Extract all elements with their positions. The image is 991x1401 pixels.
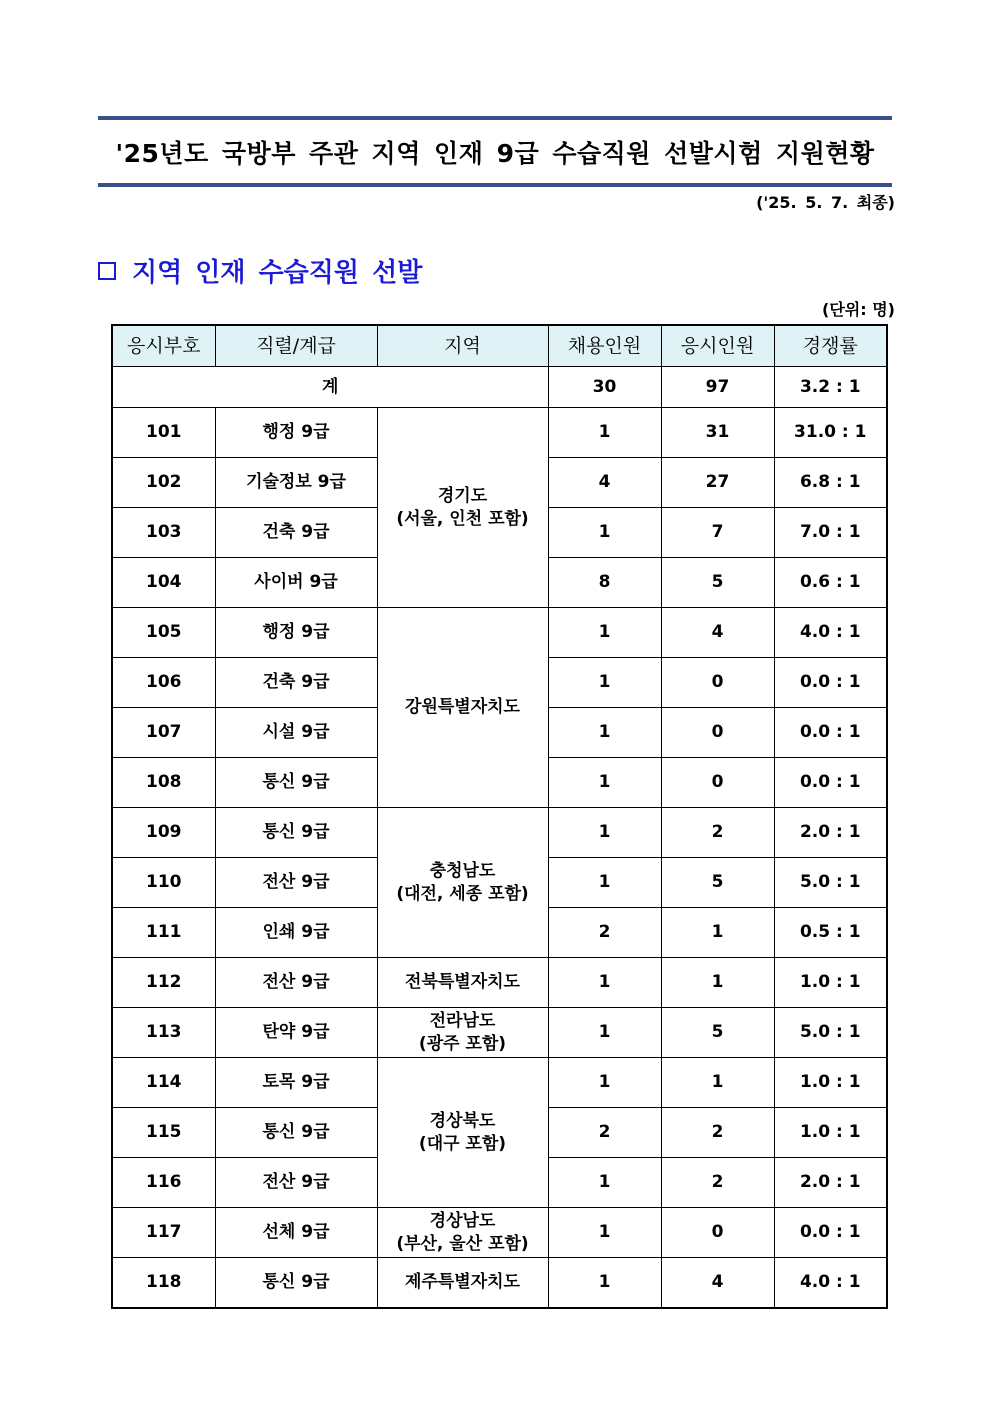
cell-ratio: 2.0 : 1	[774, 1158, 887, 1208]
unit-label: (단위: 명)	[822, 300, 895, 319]
cell-region	[377, 1208, 548, 1258]
cell-code: 110	[112, 858, 215, 908]
table-row	[112, 608, 887, 658]
title-bottom-rule	[98, 183, 892, 187]
cell-ratio: 0.6 : 1	[774, 558, 887, 608]
section-title: 지역 인재 수습직원 선발	[132, 258, 423, 288]
cell-hired: 1	[548, 1058, 661, 1108]
cell-code: 108	[112, 758, 215, 808]
cell-applicants: 1	[661, 908, 774, 958]
cell-code: 118	[112, 1258, 215, 1309]
cell-position: 토목 9급	[215, 1058, 377, 1108]
region-note: (대구 포함)	[418, 1133, 507, 1154]
cell-region	[377, 608, 548, 808]
region-name: 제주특별자치도	[405, 1272, 520, 1293]
header-position: 직렬/계급	[215, 325, 377, 367]
cell-ratio: 0.0 : 1	[774, 758, 887, 808]
cell-region	[377, 1008, 548, 1058]
cell-ratio: 5.0 : 1	[774, 858, 887, 908]
cell-position: 건축 9급	[215, 508, 377, 558]
cell-hired: 1	[548, 758, 661, 808]
region-name: 강원특별자치도	[405, 697, 520, 718]
applicant-table	[111, 324, 888, 1309]
cell-position: 통신 9급	[215, 808, 377, 858]
region-name: 경상남도	[429, 1211, 496, 1232]
cell-code: 107	[112, 708, 215, 758]
table-row	[112, 1058, 887, 1108]
cell-ratio: 1.0 : 1	[774, 1108, 887, 1158]
cell-ratio: 0.0 : 1	[774, 1208, 887, 1258]
cell-region	[377, 808, 548, 958]
total-ratio: 3.2 : 1	[774, 367, 887, 408]
cell-position: 통신 9급	[215, 1258, 377, 1309]
cell-hired: 1	[548, 608, 661, 658]
region-note: (대전, 세종 포함)	[396, 883, 529, 904]
cell-ratio: 1.0 : 1	[774, 958, 887, 1008]
cell-code: 101	[112, 408, 215, 458]
header-row	[112, 325, 887, 367]
cell-applicants: 0	[661, 1208, 774, 1258]
cell-applicants: 0	[661, 658, 774, 708]
total-row	[112, 367, 887, 408]
cell-hired: 1	[548, 1008, 661, 1058]
cell-region	[377, 408, 548, 608]
cell-code: 117	[112, 1208, 215, 1258]
region-note: (서울, 인천 포함)	[396, 508, 529, 529]
total-applicants: 97	[661, 367, 774, 408]
cell-position: 기술정보 9급	[215, 458, 377, 508]
cell-hired: 1	[548, 1208, 661, 1258]
cell-hired: 1	[548, 1158, 661, 1208]
cell-ratio: 2.0 : 1	[774, 808, 887, 858]
cell-position: 선체 9급	[215, 1208, 377, 1258]
region-name: 전북특별자치도	[405, 972, 520, 993]
cell-position: 탄약 9급	[215, 1008, 377, 1058]
cell-ratio: 7.0 : 1	[774, 508, 887, 558]
cell-code: 106	[112, 658, 215, 708]
table-row	[112, 958, 887, 1008]
cell-hired: 1	[548, 958, 661, 1008]
cell-applicants: 7	[661, 508, 774, 558]
cell-code: 111	[112, 908, 215, 958]
cell-hired: 2	[548, 1108, 661, 1158]
header-region: 지역	[377, 325, 548, 367]
cell-position: 시설 9급	[215, 708, 377, 758]
table-row	[112, 408, 887, 458]
section-heading	[98, 252, 422, 289]
cell-hired: 1	[548, 658, 661, 708]
cell-code: 115	[112, 1108, 215, 1158]
cell-position: 사이버 9급	[215, 558, 377, 608]
cell-applicants: 1	[661, 1058, 774, 1108]
cell-position: 전산 9급	[215, 858, 377, 908]
cell-position: 행정 9급	[215, 608, 377, 658]
cell-ratio: 1.0 : 1	[774, 1058, 887, 1108]
cell-ratio: 5.0 : 1	[774, 1008, 887, 1058]
cell-region	[377, 958, 548, 1008]
cell-applicants: 2	[661, 1158, 774, 1208]
region-name: 경상북도	[429, 1111, 496, 1132]
cell-applicants: 0	[661, 708, 774, 758]
table-row	[112, 1208, 887, 1258]
table-row	[112, 808, 887, 858]
cell-applicants: 1	[661, 958, 774, 1008]
cell-position: 건축 9급	[215, 658, 377, 708]
cell-position: 인쇄 9급	[215, 908, 377, 958]
cell-applicants: 2	[661, 808, 774, 858]
cell-code: 104	[112, 558, 215, 608]
region-note: (광주 포함)	[418, 1033, 507, 1054]
cell-applicants: 0	[661, 758, 774, 808]
cell-code: 112	[112, 958, 215, 1008]
table-row	[112, 1008, 887, 1058]
region-name: 충청남도	[429, 861, 496, 882]
cell-ratio: 4.0 : 1	[774, 1258, 887, 1309]
cell-hired: 1	[548, 1258, 661, 1309]
header-ratio: 경쟁률	[774, 325, 887, 367]
cell-applicants: 31	[661, 408, 774, 458]
cell-position: 전산 9급	[215, 1158, 377, 1208]
cell-hired: 2	[548, 908, 661, 958]
cell-region	[377, 1058, 548, 1208]
cell-ratio: 31.0 : 1	[774, 408, 887, 458]
cell-region	[377, 1258, 548, 1309]
cell-position: 전산 9급	[215, 958, 377, 1008]
checkbox-square-icon	[98, 262, 116, 280]
cell-ratio: 0.5 : 1	[774, 908, 887, 958]
cell-hired: 1	[548, 708, 661, 758]
region-note: (부산, 울산 포함)	[396, 1233, 529, 1254]
header-code: 응시부호	[112, 325, 215, 367]
cell-hired: 1	[548, 408, 661, 458]
cell-ratio: 0.0 : 1	[774, 658, 887, 708]
cell-position: 통신 9급	[215, 758, 377, 808]
cell-code: 116	[112, 1158, 215, 1208]
region-name: 전라남도	[429, 1011, 496, 1032]
cell-applicants: 5	[661, 1008, 774, 1058]
cell-applicants: 5	[661, 858, 774, 908]
cell-code: 114	[112, 1058, 215, 1108]
cell-applicants: 5	[661, 558, 774, 608]
cell-position: 행정 9급	[215, 408, 377, 458]
cell-hired: 4	[548, 458, 661, 508]
cell-hired: 1	[548, 508, 661, 558]
cell-hired: 1	[548, 808, 661, 858]
cell-code: 103	[112, 508, 215, 558]
cell-ratio: 0.0 : 1	[774, 708, 887, 758]
total-label: 계	[112, 367, 548, 408]
region-name: 경기도	[437, 486, 488, 507]
cell-applicants: 4	[661, 1258, 774, 1309]
cell-hired: 8	[548, 558, 661, 608]
cell-applicants: 27	[661, 458, 774, 508]
cell-ratio: 6.8 : 1	[774, 458, 887, 508]
table-row	[112, 1258, 887, 1309]
page-title: '25년도 국방부 주관 지역 인재 9급 수습직원 선발시험 지원현황	[115, 138, 875, 168]
cell-ratio: 4.0 : 1	[774, 608, 887, 658]
header-applicants: 응시인원	[661, 325, 774, 367]
cell-code: 113	[112, 1008, 215, 1058]
cell-code: 105	[112, 608, 215, 658]
total-hired: 30	[548, 367, 661, 408]
cell-code: 109	[112, 808, 215, 858]
cell-applicants: 4	[661, 608, 774, 658]
cell-position: 통신 9급	[215, 1108, 377, 1158]
cell-code: 102	[112, 458, 215, 508]
title-block	[98, 116, 892, 187]
date-stamp: ('25. 5. 7. 최종)	[756, 193, 895, 212]
header-hired: 채용인원	[548, 325, 661, 367]
cell-applicants: 2	[661, 1108, 774, 1158]
cell-hired: 1	[548, 858, 661, 908]
